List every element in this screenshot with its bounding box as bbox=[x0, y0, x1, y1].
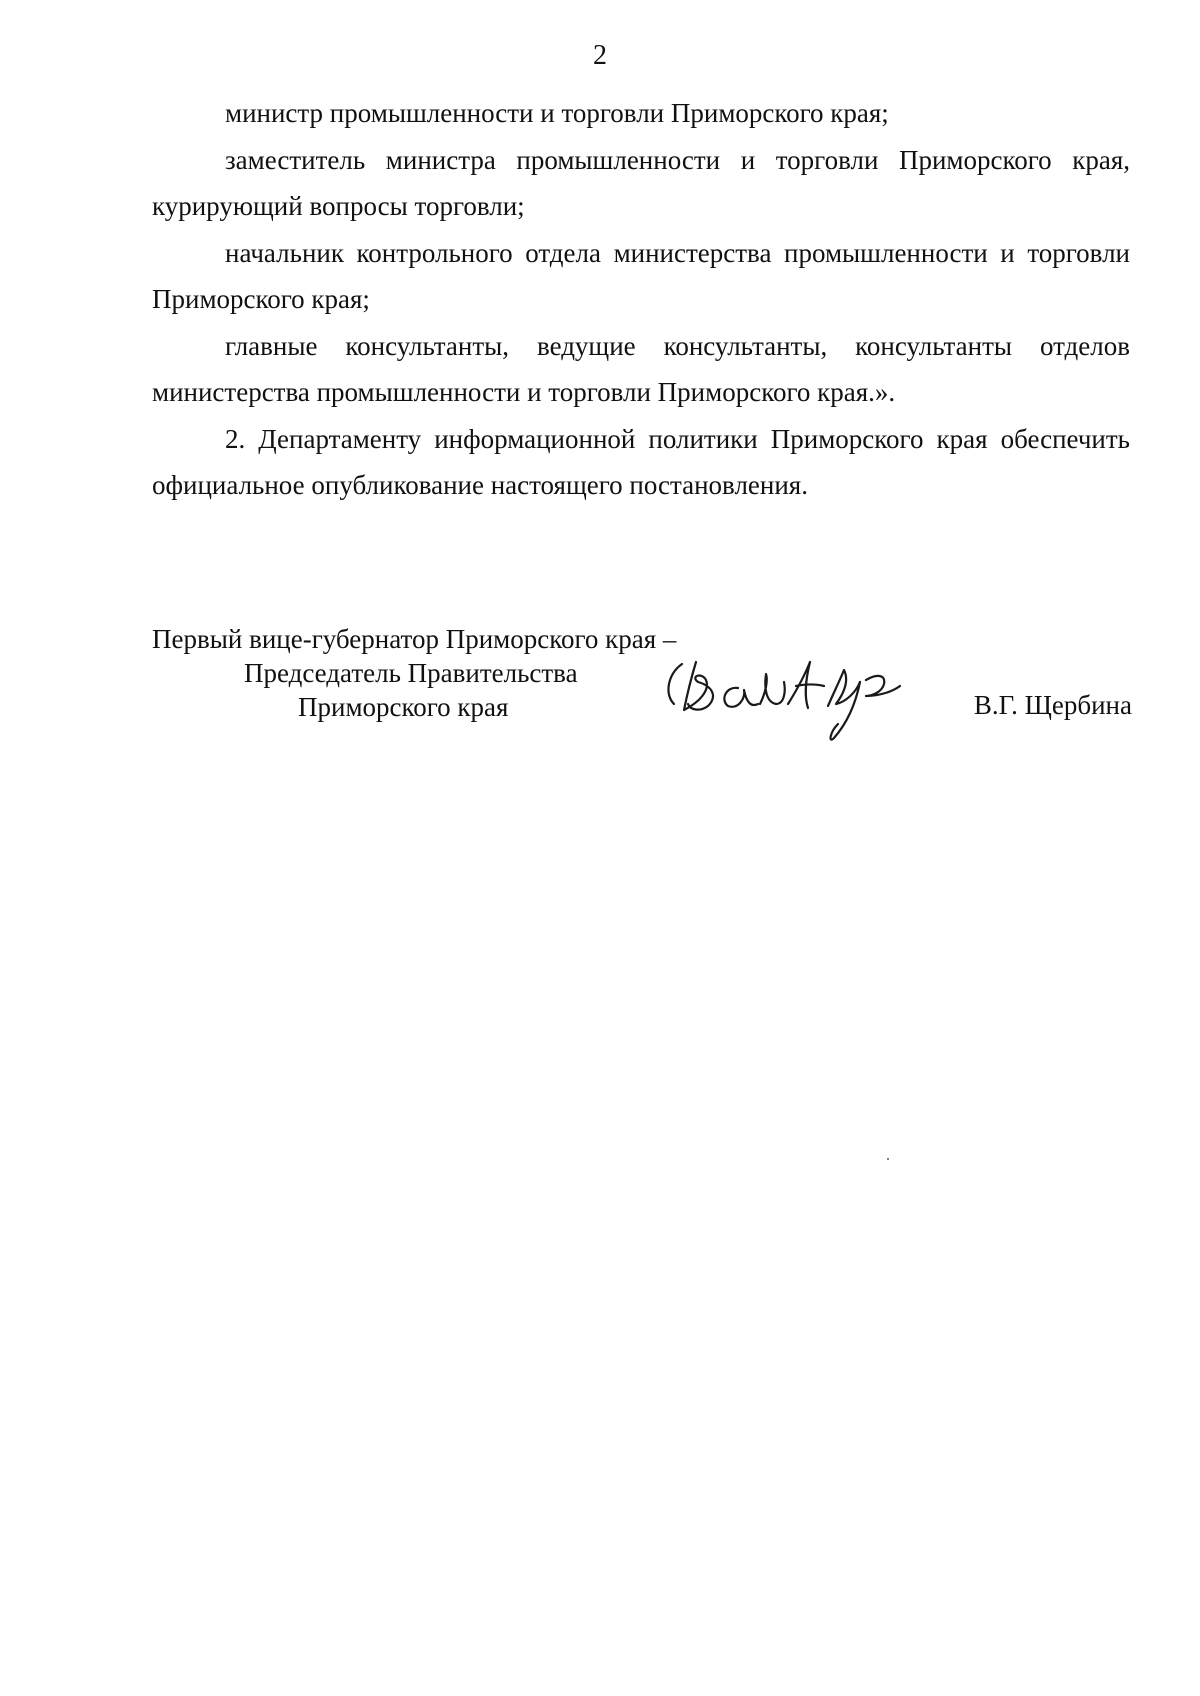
paragraph-minister: министр промышленности и торговли Приморского края; bbox=[225, 98, 889, 128]
page-number: 2 bbox=[593, 40, 607, 71]
document-body bbox=[152, 90, 1130, 509]
signer-title-line-2: Председатель Правительства bbox=[244, 658, 578, 688]
signer-title-line-3: Приморского края bbox=[298, 692, 509, 722]
signer-name: В.Г. Щербина bbox=[973, 690, 1132, 720]
handwritten-signature-icon bbox=[660, 652, 910, 747]
paragraph-control-department-head: начальник контрольного отдела министерства промышленности и торговли Приморского края; bbox=[152, 237, 1130, 314]
signer-title-line-1: Первый вице-губернатор Приморского края – bbox=[152, 624, 677, 654]
scan-speck bbox=[887, 1158, 889, 1160]
paragraph-publication-order: 2. Департаменту информационной политики Приморского края обеспечить официальное опубликование настоящего постановления. bbox=[152, 423, 1130, 500]
paragraph-consultants: главные консультанты, ведущие консультанты, консультанты отделов министерства промышленности и торговли Приморского края.». bbox=[152, 330, 1130, 407]
signature-block bbox=[152, 622, 1132, 732]
paragraph-deputy-minister: заместитель министра промышленности и торговли Приморского края, курирующий вопросы торговли; bbox=[152, 144, 1130, 221]
